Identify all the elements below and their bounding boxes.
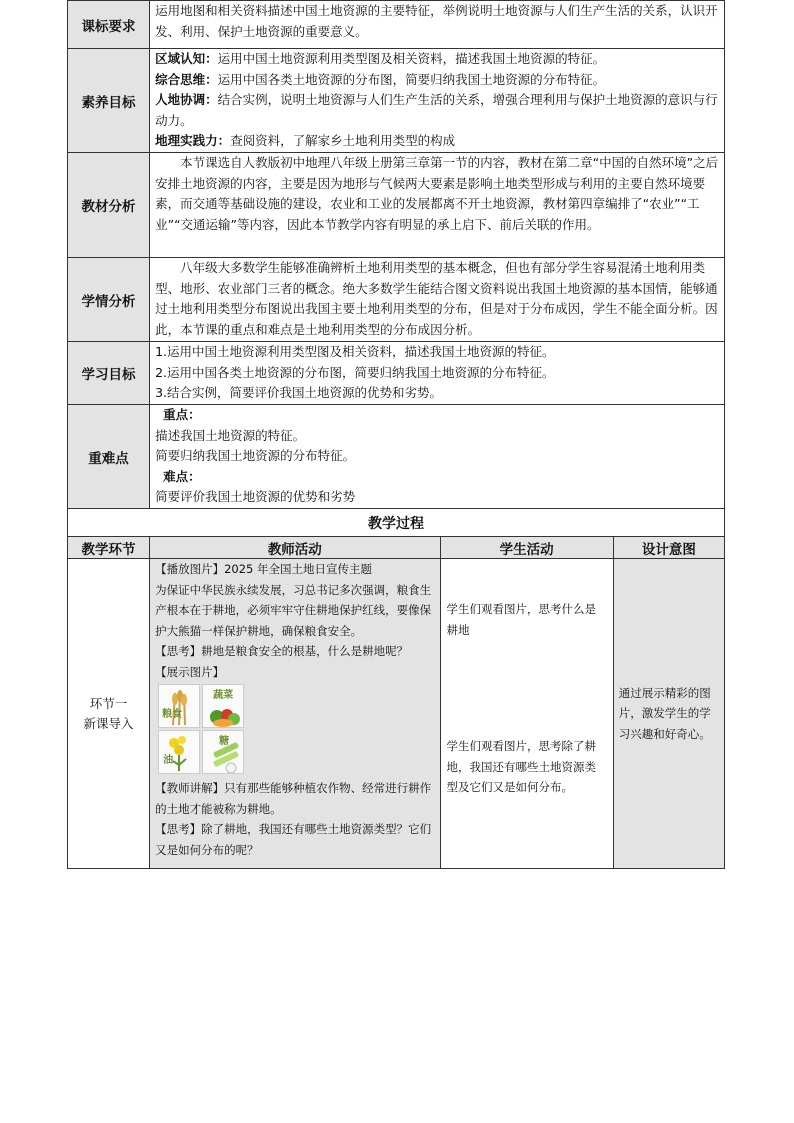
label-textbook: 教材分析: [68, 153, 150, 258]
student-line: 学生们观看图片，思考除了耕地，我国还有哪些土地资源类型及它们又是如何分布。: [446, 739, 597, 794]
row-goals: [68, 342, 725, 405]
crop-image-grid: [158, 684, 434, 774]
process-title: 教学过程: [68, 509, 725, 537]
content-goals: [150, 342, 725, 405]
row-process-headers: [68, 537, 725, 559]
teacher-line: 【思考】除了耕地，我国还有哪些土地资源类型？它们又是如何分布的呢？: [155, 822, 432, 857]
hard-title: 难点：: [163, 468, 201, 484]
stage-name: 新课导入: [83, 715, 134, 731]
content-literacy: [150, 49, 725, 153]
label-learners: 学情分析: [68, 258, 150, 342]
header-design: 设计意图: [613, 537, 724, 559]
key-item: 简要归纳我国土地资源的分布特征。: [155, 448, 356, 463]
teacher-line: 为保证中华民族永续发展，习总书记多次强调，粮食生产根本在于耕地，必须牢牢守住耕地保护红线，要像保护大熊猫一样保护耕地，确保粮食安全。: [155, 582, 432, 638]
teacher-line: 【播放图片】2025 年全国土地日宣传主题: [155, 562, 373, 576]
content-learners: 八年级大多数学生能够准确辨析土地利用类型的基本概念，但也有部分学生容易混淆土地利用类型、地形、农业部门三者的概念。绝大多数学生能结合图文资料说出我国土地资源的基本国情，能够通过土地利用类型分布图说出我国主要土地利用类型的分布，但是对于分布成因，学生不能全面分析。因此，本节课的重点和难点是土地利用类型的分布成因分析。: [155, 260, 718, 337]
sugar-icon: 糖: [202, 730, 244, 774]
teacher-activity: [150, 559, 440, 869]
teacher-line: 【教师讲解】只有那些能够种植农作物、经常进行耕作的土地才能被称为耕地。: [155, 781, 432, 816]
header-teacher: 教师活动: [150, 537, 440, 559]
row-stage-1: [68, 559, 725, 869]
design-intent: 通过展示精彩的图片，激发学生的学习兴趣和好奇心。: [613, 559, 724, 869]
row-process-title: [68, 509, 725, 537]
header-student: 学生活动: [440, 537, 613, 559]
row-standard: [68, 1, 725, 49]
literacy-item: 人地协调：结合实例，说明土地资源与人们生产生活的关系，增强合理利用与保护土地资源的意识与行动力。: [155, 92, 718, 128]
label-literacy: 素养目标: [68, 49, 150, 153]
key-item: 描述我国土地资源的特征。: [155, 427, 306, 443]
label-keypoints: 重难点: [68, 405, 150, 509]
goal-item: 1.运用中国土地资源利用类型图及相关资料，描述我国土地资源的特征。: [155, 344, 555, 359]
vegetable-icon: 蔬菜: [202, 684, 244, 728]
teacher-line: 【思考】耕地是粮食安全的根基，什么是耕地呢？: [155, 644, 409, 658]
content-standard: 运用地图和相关资料描述中国土地资源的主要特征，举例说明土地资源与人们生产生活的关系，认识开发、利用、保护土地资源的重要意义。: [150, 1, 725, 49]
header-stage: 教学环节: [68, 537, 150, 559]
literacy-item: 区域认知：运用中国土地资源利用类型图及相关资料，描述我国土地资源的特征。: [155, 51, 606, 66]
student-line: 学生们观看图片，思考什么是耕地: [446, 602, 597, 637]
oil-icon: 油: [158, 730, 200, 774]
row-keypoints: [68, 405, 725, 509]
lesson-plan-table: [67, 0, 725, 869]
row-literacy: [68, 49, 725, 153]
row-textbook: [68, 153, 725, 258]
key-title: 重点：: [163, 407, 201, 422]
goal-item: 2.运用中国各类土地资源的分布图，简要归纳我国土地资源的分布特征。: [155, 364, 555, 380]
stage-number: 环节一: [89, 695, 128, 711]
student-activity: [440, 559, 613, 869]
row-learners: [68, 258, 725, 342]
hard-item: 简要评价我国土地资源的优势和劣势: [155, 489, 356, 504]
stage-cell: [68, 559, 150, 869]
content-textbook: 本节课选自人教版初中地理八年级上册第三章第一节的内容，教材在第二章“中国的自然环境”之后安排土地资源的内容，主要是因为地形与气候两大要素是影响土地类型形成与利用的主要自然环境要素，而交通等基础设施的建设，农业和工业的发展都离不开土地资源，教材第四章编排了“农业”“工业”“交通运输”等内容，因此本节教学内容有明显的承上启下、前后关联的作用。: [155, 155, 719, 232]
literacy-item: 综合思维：运用中国各类土地资源的分布图，简要归纳我国土地资源的分布特征。: [155, 71, 606, 87]
literacy-item: 地理实践力：查阅资料，了解家乡土地利用类型的构成: [155, 133, 456, 148]
teacher-line: 【展示图片】: [155, 664, 225, 679]
content-keypoints: [150, 405, 725, 509]
label-goals: 学习目标: [68, 342, 150, 405]
goal-item: 3.结合实例，简要评价我国土地资源的优势和劣势。: [155, 385, 443, 400]
grain-icon: 粮食: [158, 684, 200, 728]
label-standard: 课标要求: [68, 1, 150, 49]
